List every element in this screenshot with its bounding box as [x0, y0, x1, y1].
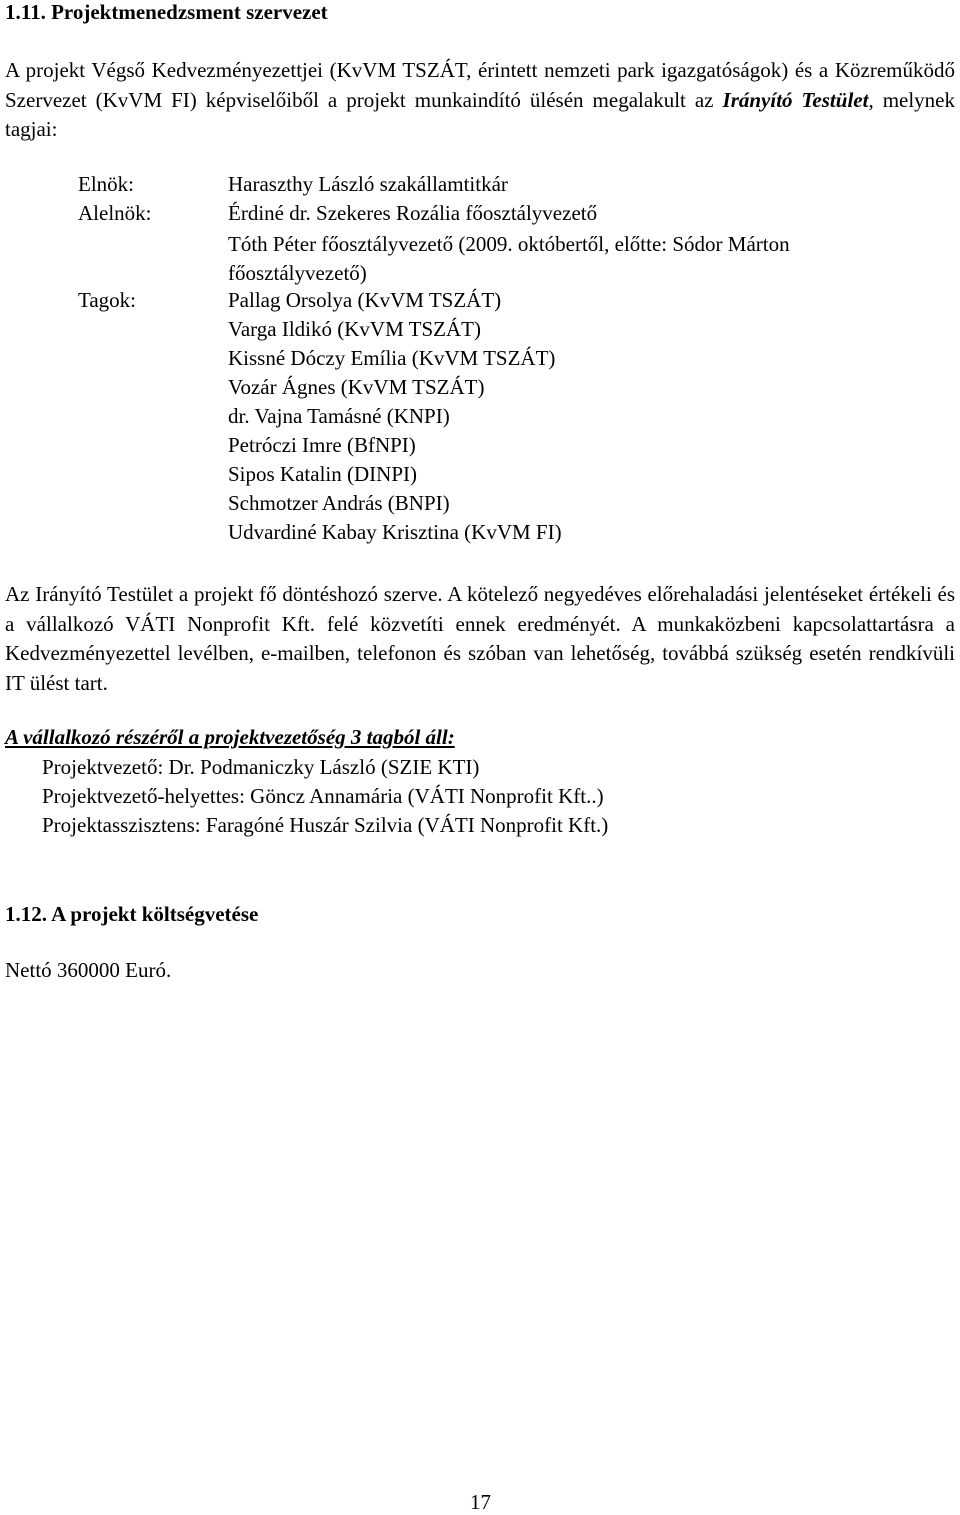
member-name: Udvardiné Kabay Krisztina (KvVM FI) — [228, 520, 562, 544]
member-name: Schmotzer András (BNPI) — [228, 491, 450, 515]
steering-committee-description: Az Irányító Testület a projekt fő döntéshozó szerve. A kötelező negyedéves előrehaladási jelentéseket értékeli és a vállalkozó VÁTI Nonprofit Kft. felé közvetíti ennek eredményét. A munkaközbeni kapcsolattartásra a Kedvezményezettel levélben, e-mailben, telefonon és szóban van lehetőség, továbbá szükség esetén rendkívüli IT ülést tart. — [5, 582, 955, 695]
vice-chair-name-2: Tóth Péter főosztályvezető (2009. októbertől, előtte: Sódor Márton főosztályvezető) — [228, 232, 790, 285]
member-row — [5, 491, 955, 520]
member-row — [5, 404, 955, 433]
member-row-members — [5, 288, 955, 317]
section-title-budget: 1.12. A projekt költségvetése — [5, 902, 259, 926]
intro-paragraph — [5, 56, 955, 145]
budget-value: Nettó 360000 Euró. — [5, 958, 172, 982]
member-row — [5, 317, 955, 346]
contractor-member: Projektvezető: Dr. Podmaniczky László (SZIE KTI) — [42, 755, 480, 779]
member-row — [5, 462, 955, 491]
intro-emphasis: Irányító Testület — [722, 87, 869, 112]
member-name: Vozár Ágnes (KvVM TSZÁT) — [228, 375, 485, 399]
chair-name: Haraszthy László szakállamtitkár — [228, 172, 508, 196]
member-row-vice-chair — [5, 201, 955, 230]
role-label-chair: Elnök: — [78, 172, 134, 196]
member-row — [5, 433, 955, 462]
vice-chair-name-1: Érdiné dr. Szekeres Rozália főosztályvezető — [228, 201, 598, 225]
page-number: 17 — [470, 1490, 491, 1514]
member-name: dr. Vajna Tamásné (KNPI) — [228, 404, 450, 428]
member-name: Varga Ildikó (KvVM TSZÁT) — [228, 317, 481, 341]
contractor-heading: A vállalkozó részéről a projektvezetőség 3 tagból áll: — [5, 725, 455, 749]
intro-text-part1: A projekt Végső Kedvezményezettjei (KvVM TSZÁT, érintett nemzeti park igazgatóságok) és a Közreműködő Szervezet (KvVM FI) képviselőiből a projekt munkaindító ülésén megalakult az — [5, 58, 955, 112]
member-name: Sipos Katalin (DINPI) — [228, 462, 417, 486]
member-name: Kissné Dóczy Emília (KvVM TSZÁT) — [228, 346, 556, 370]
member-row — [5, 375, 955, 404]
contractor-member: Projektvezető-helyettes: Göncz Annamária (VÁTI Nonprofit Kft..) — [42, 784, 604, 808]
member-row — [5, 346, 955, 375]
section-title-project-management: 1.11. Projektmenedzsment szervezet — [5, 0, 328, 24]
contractor-member: Projektasszisztens: Faragóné Huszár Szilvia (VÁTI Nonprofit Kft.) — [42, 813, 609, 837]
role-label-vice-chair: Alelnök: — [78, 201, 152, 225]
member-name: Pallag Orsolya (KvVM TSZÁT) — [228, 288, 502, 312]
member-row-chair — [5, 172, 955, 201]
intro-text-part2: , melynek tagjai: — [5, 87, 956, 141]
member-row — [5, 520, 955, 549]
role-label-members: Tagok: — [78, 288, 137, 312]
member-name: Petróczi Imre (BfNPI) — [228, 433, 416, 457]
